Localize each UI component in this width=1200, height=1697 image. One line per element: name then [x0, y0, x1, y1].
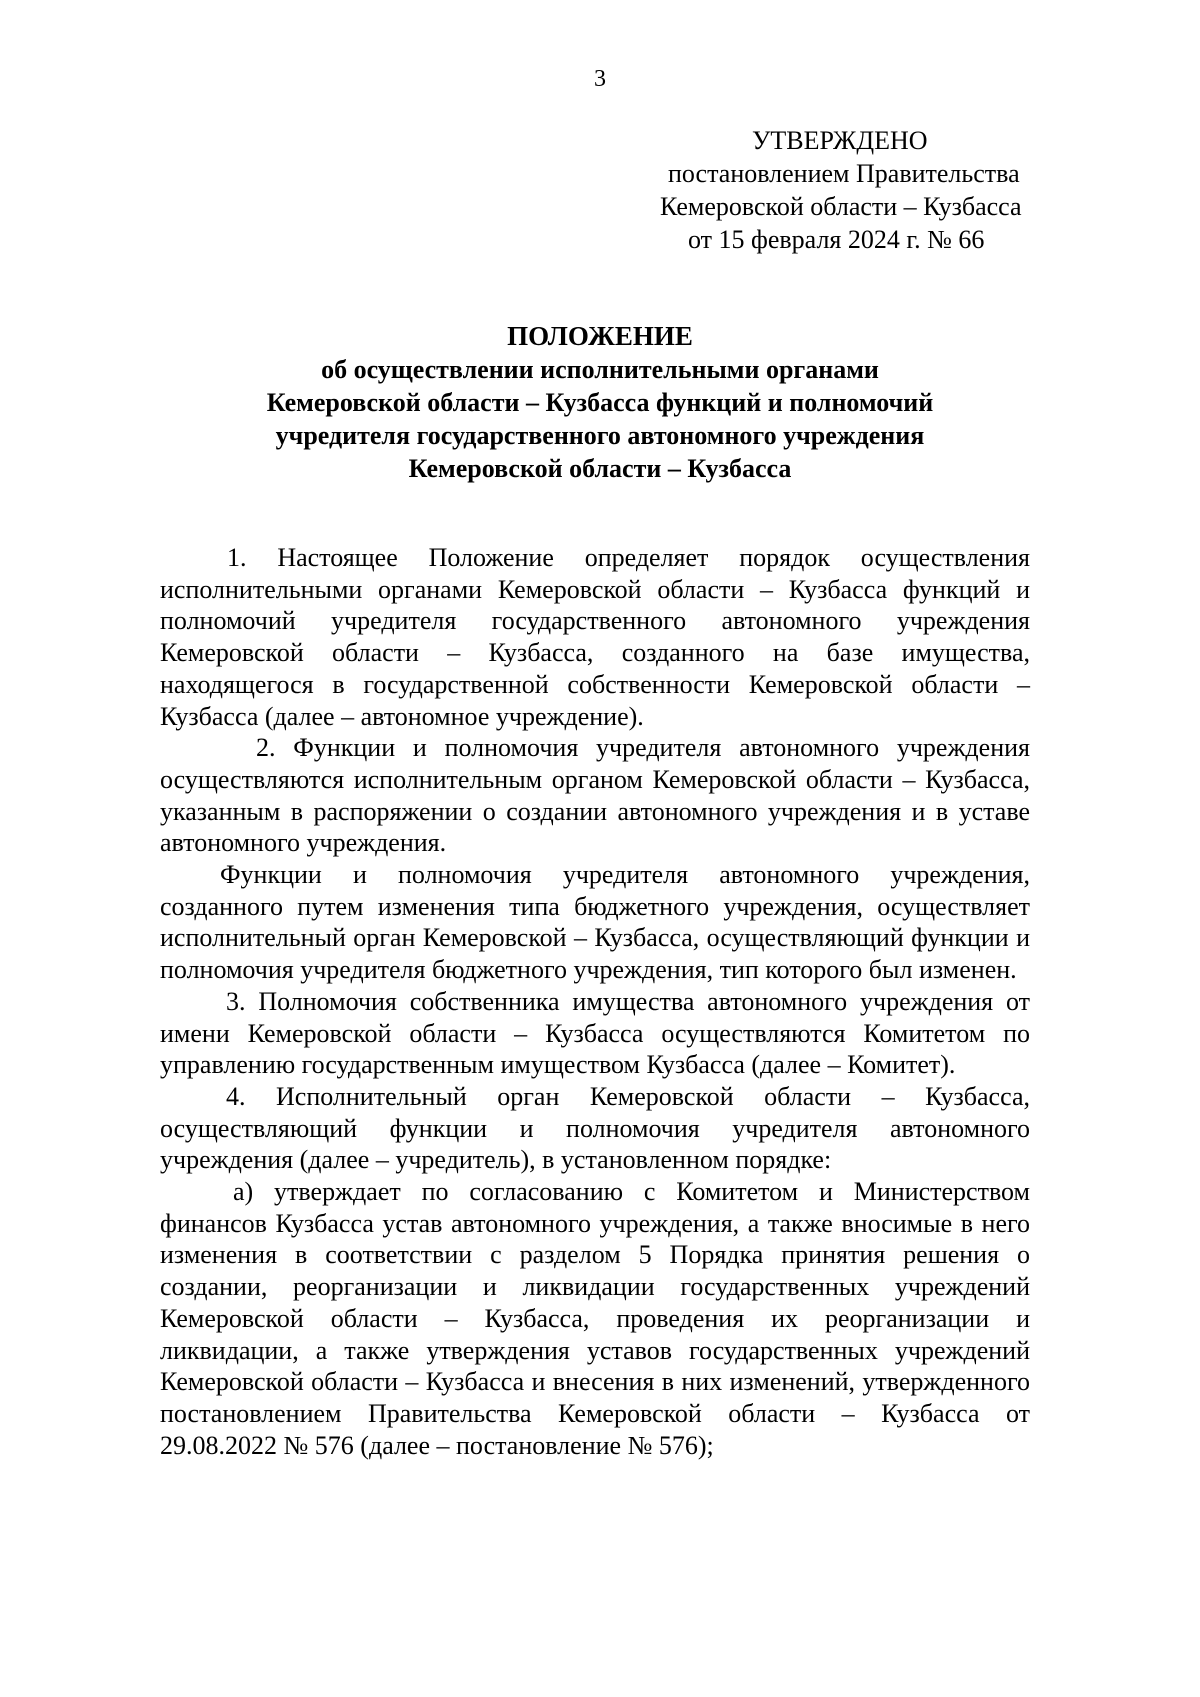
paragraph-1: 1. Настоящее Положение определяет порядок осуществления исполнительными органами Кемеровской области – Кузбасса функций и полномочий учредителя государственного автономного учреждения Кемеровской области – Кузбасса, созданного на базе имущества, находящегося в государственной собственности Кемеровской области – Кузбасса (далее – автономное учреждение).	[160, 543, 1030, 731]
title-line-4: Кемеровской области – Кузбасса	[408, 454, 792, 483]
document-title	[160, 320, 1040, 485]
paragraph-4a: а) утверждает по согласованию с Комитетом и Министерством финансов Кузбасса устав автономного учреждения, а также вносимые в него изменения в соответствии с разделом 5 Порядка принятия решения о создании, реорганизации и ликвидации государственных учреждений Кемеровской области – Кузбасса, проведения их реорганизации и ликвидации, а также утверждения уставов государственных учреждений Кемеровской области – Кузбасса и внесения в них изменений, утвержденного постановлением Правительства Кемеровской области – Кузбасса от 29.08.2022 № 576 (далее – постановление № 576);	[160, 1177, 1030, 1460]
paragraph-4: 4. Исполнительный орган Кемеровской области – Кузбасса, осуществляющий функции и полномочия учредителя автономного учреждения (далее – учредитель), в установленном порядке:	[160, 1081, 1030, 1175]
page-number: 3	[594, 66, 606, 92]
paragraph-2: 2. Функции и полномочия учредителя автономного учреждения осуществляются исполнительным органом Кемеровской области – Кузбасса, указанным в распоряжении о создании автономного учреждения и в уставе автономного учреждения.	[160, 733, 1030, 858]
approval-line-2: Кемеровской области – Кузбасса	[660, 192, 1022, 221]
title-line-3: учредителя государственного автономного учреждения	[275, 421, 925, 450]
paragraph-3: 3. Полномочия собственника имущества автономного учреждения от имени Кемеровской области – Кузбасса осуществляются Комитетом по управлению государственным имуществом Кузбасса (далее – Комитет).	[160, 986, 1030, 1080]
approval-heading: УТВЕРЖДЕНО	[752, 126, 928, 155]
approval-line-3: от 15 февраля 2024 г. № 66	[688, 225, 985, 254]
approval-line-1: постановлением Правительства	[668, 159, 1020, 188]
title-line-2: Кемеровской области – Кузбасса функций и полномочий	[266, 388, 934, 417]
title-main: ПОЛОЖЕНИЕ	[507, 321, 693, 351]
approval-stamp	[660, 124, 1040, 256]
title-line-1: об осуществлении исполнительными органами	[321, 355, 879, 384]
document-body	[160, 542, 1030, 1461]
paragraph-2-continued: Функции и полномочия учредителя автономного учреждения, созданного путем изменения типа бюджетного учреждения, осуществляет исполнительный орган Кемеровской – Кузбасса, осуществляющий функции и полномочия учредителя бюджетного учреждения, тип которого был изменен.	[160, 860, 1030, 985]
